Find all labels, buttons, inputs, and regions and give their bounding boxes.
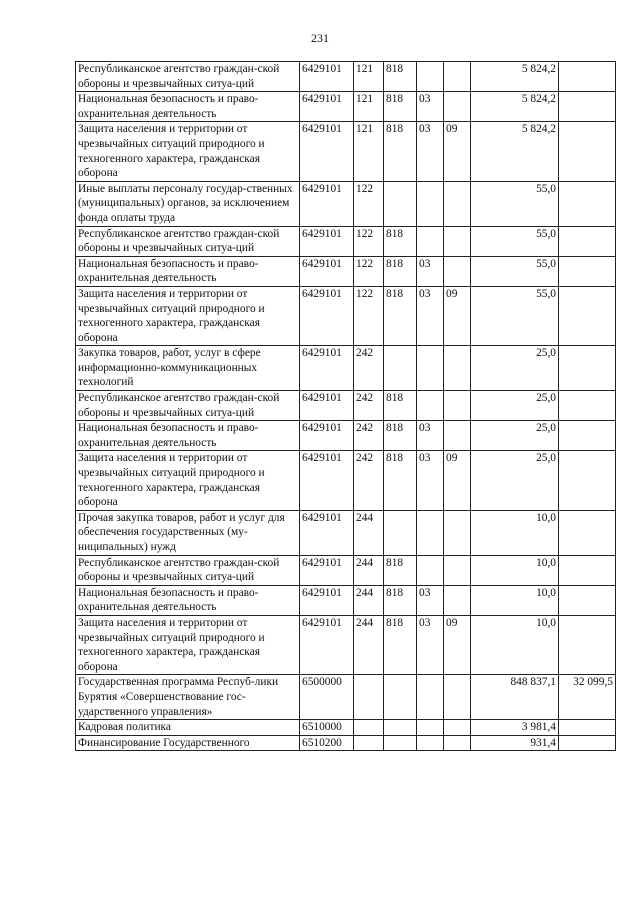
- cell-name: Кадровая политика: [76, 720, 300, 736]
- cell-administrator: 818: [384, 226, 417, 256]
- cell-amount-2: [559, 555, 616, 585]
- cell-section: 03: [417, 615, 444, 674]
- cell-amount: 25,0: [471, 346, 559, 391]
- cell-name: Национальная безопасность и право-охранительная деятельность: [76, 256, 300, 286]
- cell-expense-type: 242: [354, 451, 384, 510]
- cell-target-article: 6429101: [300, 226, 354, 256]
- cell-administrator: 818: [384, 555, 417, 585]
- cell-subsection: 09: [444, 451, 471, 510]
- cell-amount-2: [559, 62, 616, 92]
- table-row: [76, 226, 616, 256]
- cell-amount: 3 981,4: [471, 720, 559, 736]
- cell-administrator: [384, 181, 417, 226]
- table-row: [76, 346, 616, 391]
- cell-amount: 931,4: [471, 735, 559, 751]
- cell-amount-2: [559, 181, 616, 226]
- cell-expense-type: 242: [354, 391, 384, 421]
- cell-amount: 25,0: [471, 421, 559, 451]
- cell-section: [417, 555, 444, 585]
- table-row: [76, 555, 616, 585]
- cell-subsection: [444, 675, 471, 720]
- cell-name: Иные выплаты персоналу государ-ственных (муниципальных) органов, за исключением фонда оплаты труда: [76, 181, 300, 226]
- cell-name: Прочая закупка товаров, работ и услуг для обеспечения государственных (му-ниципальных) нужд: [76, 510, 300, 555]
- cell-target-article: 6429101: [300, 451, 354, 510]
- cell-administrator: [384, 675, 417, 720]
- cell-section: 03: [417, 122, 444, 181]
- cell-subsection: 09: [444, 286, 471, 345]
- table-row: [76, 62, 616, 92]
- cell-name: Защита населения и территории от чрезвычайных ситуаций природного и техногенного характера, гражданская оборона: [76, 122, 300, 181]
- cell-name: Защита населения и территории от чрезвычайных ситуаций природного и техногенного характера, гражданская оборона: [76, 615, 300, 674]
- cell-amount: 10,0: [471, 585, 559, 615]
- cell-expense-type: 244: [354, 555, 384, 585]
- cell-target-article: 6429101: [300, 92, 354, 122]
- cell-administrator: 818: [384, 122, 417, 181]
- cell-expense-type: 242: [354, 421, 384, 451]
- cell-amount-2: [559, 122, 616, 181]
- table-row: [76, 510, 616, 555]
- cell-amount: 5 824,2: [471, 62, 559, 92]
- table-row: [76, 92, 616, 122]
- cell-name: Защита населения и территории от чрезвычайных ситуаций природного и техногенного характера, гражданская оборона: [76, 451, 300, 510]
- cell-expense-type: 122: [354, 181, 384, 226]
- cell-expense-type: 122: [354, 286, 384, 345]
- cell-section: 03: [417, 286, 444, 345]
- cell-amount-2: 32 099,5: [559, 675, 616, 720]
- cell-target-article: 6429101: [300, 346, 354, 391]
- table-row: [76, 122, 616, 181]
- cell-amount: 25,0: [471, 451, 559, 510]
- cell-section: 03: [417, 92, 444, 122]
- cell-target-article: 6429101: [300, 421, 354, 451]
- budget-table: [75, 61, 616, 751]
- cell-amount-2: [559, 615, 616, 674]
- cell-name: Национальная безопасность и право-охранительная деятельность: [76, 92, 300, 122]
- cell-expense-type: 244: [354, 585, 384, 615]
- table-row: [76, 720, 616, 736]
- cell-expense-type: 244: [354, 615, 384, 674]
- cell-expense-type: 244: [354, 510, 384, 555]
- table-row: [76, 286, 616, 345]
- cell-subsection: 09: [444, 122, 471, 181]
- cell-subsection: [444, 720, 471, 736]
- cell-expense-type: [354, 735, 384, 751]
- cell-section: [417, 675, 444, 720]
- cell-subsection: [444, 181, 471, 226]
- cell-target-article: 6429101: [300, 615, 354, 674]
- cell-target-article: 6500000: [300, 675, 354, 720]
- cell-amount-2: [559, 226, 616, 256]
- cell-target-article: 6510200: [300, 735, 354, 751]
- cell-section: 03: [417, 256, 444, 286]
- cell-target-article: 6510000: [300, 720, 354, 736]
- cell-amount: 55,0: [471, 181, 559, 226]
- cell-target-article: 6429101: [300, 122, 354, 181]
- cell-subsection: [444, 256, 471, 286]
- cell-name: Защита населения и территории от чрезвычайных ситуаций природного и техногенного характера, гражданская оборона: [76, 286, 300, 345]
- cell-subsection: 09: [444, 615, 471, 674]
- cell-amount-2: [559, 585, 616, 615]
- cell-administrator: 818: [384, 615, 417, 674]
- cell-section: 03: [417, 451, 444, 510]
- table-row: [76, 585, 616, 615]
- cell-amount: 10,0: [471, 510, 559, 555]
- cell-amount-2: [559, 720, 616, 736]
- budget-table-body: [76, 62, 616, 751]
- cell-administrator: 818: [384, 391, 417, 421]
- cell-amount: 55,0: [471, 286, 559, 345]
- cell-expense-type: 121: [354, 122, 384, 181]
- cell-name: Национальная безопасность и право-охранительная деятельность: [76, 421, 300, 451]
- cell-administrator: 818: [384, 286, 417, 345]
- cell-subsection: [444, 391, 471, 421]
- cell-amount: 10,0: [471, 555, 559, 585]
- cell-amount-2: [559, 510, 616, 555]
- cell-expense-type: 122: [354, 256, 384, 286]
- cell-target-article: 6429101: [300, 256, 354, 286]
- table-row: [76, 391, 616, 421]
- cell-amount: 55,0: [471, 226, 559, 256]
- cell-administrator: 818: [384, 421, 417, 451]
- cell-name: Национальная безопасность и право-охранительная деятельность: [76, 585, 300, 615]
- cell-name: Республиканское агентство граждан-ской обороны и чрезвычайных ситуа-ций: [76, 555, 300, 585]
- cell-amount-2: [559, 286, 616, 345]
- cell-section: [417, 346, 444, 391]
- cell-administrator: [384, 720, 417, 736]
- cell-subsection: [444, 421, 471, 451]
- cell-administrator: [384, 735, 417, 751]
- cell-expense-type: 242: [354, 346, 384, 391]
- cell-subsection: [444, 226, 471, 256]
- cell-amount: 5 824,2: [471, 92, 559, 122]
- cell-section: [417, 510, 444, 555]
- cell-section: 03: [417, 421, 444, 451]
- cell-expense-type: 121: [354, 92, 384, 122]
- cell-section: [417, 181, 444, 226]
- cell-target-article: 6429101: [300, 181, 354, 226]
- cell-section: [417, 391, 444, 421]
- cell-amount-2: [559, 735, 616, 751]
- page-number: 231: [311, 31, 329, 45]
- cell-subsection: [444, 510, 471, 555]
- cell-name: Республиканское агентство граждан-ской обороны и чрезвычайных ситуа-ций: [76, 391, 300, 421]
- cell-name: Закупка товаров, работ, услуг в сфере информационно-коммуникационных технологий: [76, 346, 300, 391]
- cell-name: Республиканское агентство граждан-ской обороны и чрезвычайных ситуа-ций: [76, 62, 300, 92]
- cell-amount: 848 837,1: [471, 675, 559, 720]
- cell-amount-2: [559, 391, 616, 421]
- cell-amount: 25,0: [471, 391, 559, 421]
- cell-subsection: [444, 346, 471, 391]
- table-row: [76, 421, 616, 451]
- cell-name: Государственная программа Респуб-лики Бурятия «Совершенствование гос-ударственного управления»: [76, 675, 300, 720]
- table-row: [76, 675, 616, 720]
- cell-amount-2: [559, 451, 616, 510]
- cell-amount-2: [559, 421, 616, 451]
- cell-administrator: [384, 510, 417, 555]
- cell-section: [417, 226, 444, 256]
- cell-administrator: 818: [384, 451, 417, 510]
- cell-amount: 10,0: [471, 615, 559, 674]
- cell-expense-type: 122: [354, 226, 384, 256]
- cell-target-article: 6429101: [300, 286, 354, 345]
- table-row: [76, 615, 616, 674]
- cell-target-article: 6429101: [300, 62, 354, 92]
- cell-subsection: [444, 62, 471, 92]
- cell-amount-2: [559, 256, 616, 286]
- cell-amount-2: [559, 346, 616, 391]
- cell-administrator: 818: [384, 92, 417, 122]
- cell-section: [417, 720, 444, 736]
- cell-section: [417, 735, 444, 751]
- table-row: [76, 735, 616, 751]
- cell-section: 03: [417, 585, 444, 615]
- cell-target-article: 6429101: [300, 391, 354, 421]
- cell-subsection: [444, 555, 471, 585]
- cell-name: Республиканское агентство граждан-ской обороны и чрезвычайных ситуа-ций: [76, 226, 300, 256]
- cell-administrator: 818: [384, 256, 417, 286]
- cell-expense-type: [354, 720, 384, 736]
- cell-target-article: 6429101: [300, 585, 354, 615]
- cell-subsection: [444, 92, 471, 122]
- table-row: [76, 256, 616, 286]
- cell-expense-type: 121: [354, 62, 384, 92]
- table-row: [76, 181, 616, 226]
- cell-administrator: 818: [384, 62, 417, 92]
- cell-amount-2: [559, 92, 616, 122]
- cell-target-article: 6429101: [300, 555, 354, 585]
- cell-administrator: [384, 346, 417, 391]
- cell-section: [417, 62, 444, 92]
- cell-subsection: [444, 585, 471, 615]
- table-row: [76, 451, 616, 510]
- cell-target-article: 6429101: [300, 510, 354, 555]
- cell-amount: 55,0: [471, 256, 559, 286]
- cell-amount: 5 824,2: [471, 122, 559, 181]
- cell-name: Финансирование Государственного: [76, 735, 300, 751]
- cell-administrator: 818: [384, 585, 417, 615]
- cell-subsection: [444, 735, 471, 751]
- cell-expense-type: [354, 675, 384, 720]
